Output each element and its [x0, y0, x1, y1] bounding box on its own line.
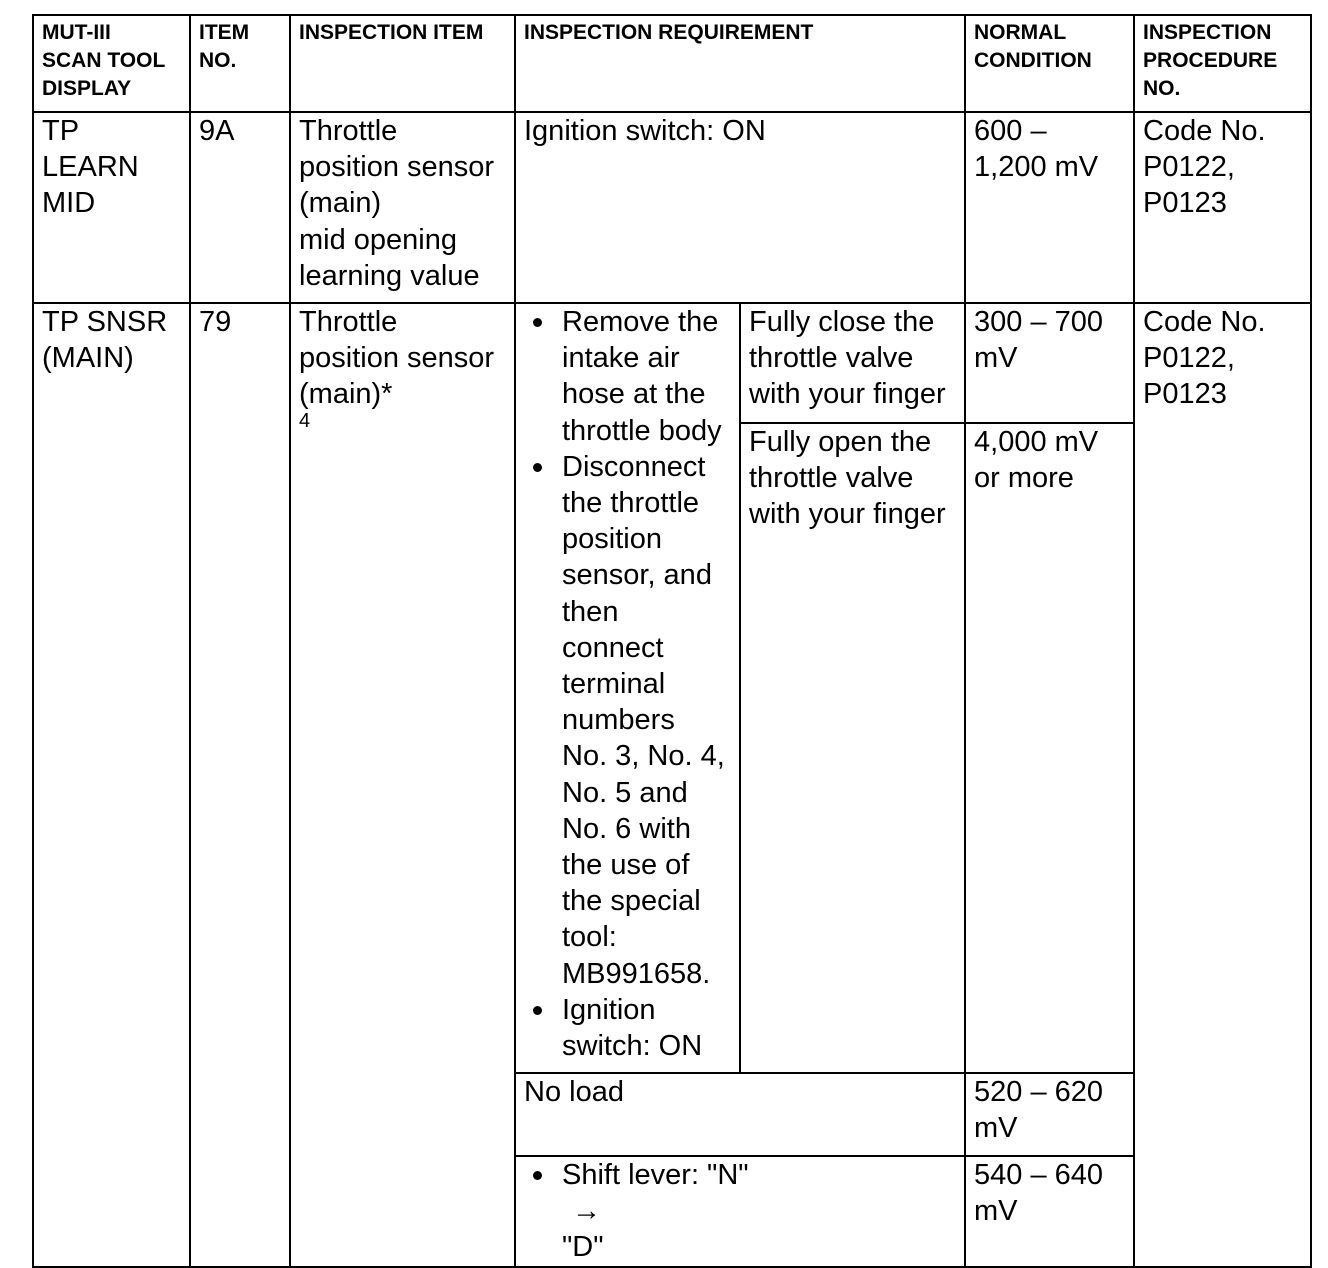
header-scan-tool-display: MUT-III SCAN TOOL DISPLAY: [33, 15, 190, 112]
inspection-table: [32, 14, 1312, 1268]
cell-procedure-no: Code No. P0122, P0123: [1134, 112, 1311, 303]
footnote-marker: 4: [299, 409, 311, 432]
table-row: [33, 303, 1311, 423]
list-item: Shift lever: "N" → "D": [524, 1157, 956, 1266]
cell-display: TP LEARN MID: [33, 112, 190, 303]
cell-normal-no-load: 520 – 620 mV: [965, 1073, 1134, 1156]
header-procedure-no: INSPECTION PROCEDURE NO.: [1134, 15, 1311, 112]
header-item-no: ITEM NO.: [190, 15, 290, 112]
header-normal-condition: NORMAL CONDITION: [965, 15, 1134, 112]
cell-item-no: 79: [190, 303, 290, 1267]
cell-no-load: No load: [515, 1073, 965, 1156]
cell-normal-condition: 600 – 1,200 mV: [965, 112, 1134, 303]
cell-shift-lever: [515, 1156, 965, 1267]
cell-requirement-steps: [515, 303, 740, 1073]
list-item: Disconnect the throttle position sensor, and then connect terminal numbers No. 3, No. 4, No. 5 and No. 6 with the use of the special tool: MB991658.: [524, 449, 731, 992]
cell-requirement: Ignition switch: ON: [515, 112, 965, 303]
header-inspection-requirement: INSPECTION REQUIREMENT: [515, 15, 965, 112]
cell-fully-open: Fully open the throttle valve with your finger: [740, 423, 965, 1073]
cell-inspection-item: Throttle position sensor (main)* $^4$: [290, 303, 515, 1267]
cell-normal-open: 4,000 mV or more: [965, 423, 1134, 1073]
cell-inspection-item: Throttle position sensor (main) mid opening learning value: [290, 112, 515, 303]
header-row: [33, 15, 1311, 112]
cell-normal-shift: 540 – 640 mV: [965, 1156, 1134, 1267]
cell-procedure-no: Code No. P0122, P0123: [1134, 303, 1311, 1267]
cell-normal-close: 300 – 700 mV: [965, 303, 1134, 423]
list-item: Ignition switch: ON: [524, 992, 731, 1064]
cell-item-no: 9A: [190, 112, 290, 303]
table-row: [33, 112, 1311, 303]
list-item: Remove the intake air hose at the throttle body: [524, 304, 731, 449]
cell-fully-close: Fully close the throttle valve with your finger: [740, 303, 965, 423]
cell-display: TP SNSR (MAIN): [33, 303, 190, 1267]
header-inspection-item: INSPECTION ITEM: [290, 15, 515, 112]
arrow-right-icon: →: [572, 1195, 601, 1228]
requirement-bullet-list: [524, 304, 731, 1064]
